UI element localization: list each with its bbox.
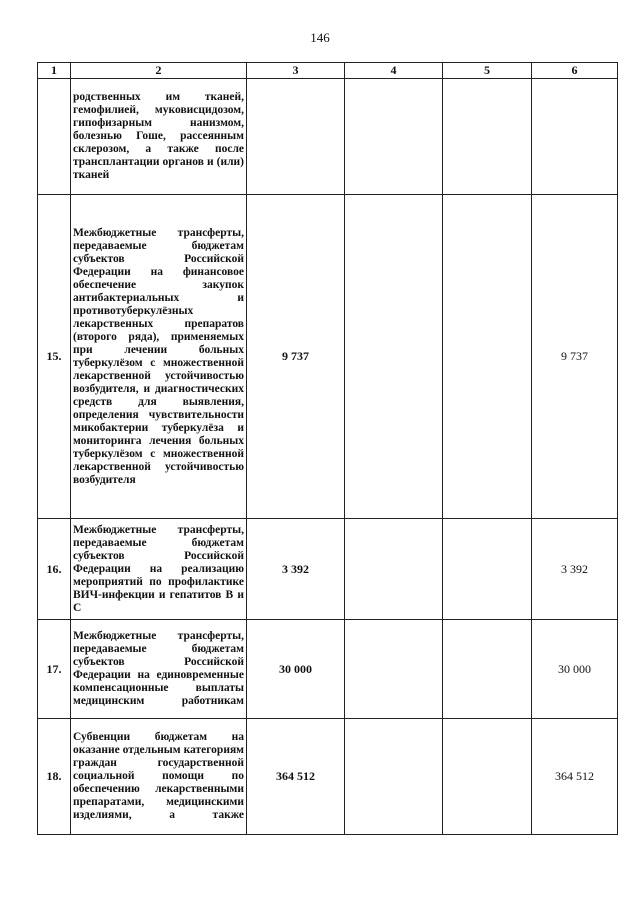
row-col4-value [345, 519, 443, 620]
row-description: Межбюджетные трансферты, передаваемые бюджетам субъектов Российской Федерации на реализацию мероприятий по профилактике ВИЧ-инфекции и гепатитов В и С [71, 519, 247, 620]
row-number: 16. [38, 519, 71, 620]
header-col-1: 1 [38, 63, 71, 79]
row-number: 17. [38, 620, 71, 719]
row-col6-value: 364 512 [532, 719, 618, 835]
header-col-2: 2 [71, 63, 247, 79]
row-col5-value [443, 79, 532, 195]
row-number: 18. [38, 719, 71, 835]
budget-table [37, 62, 618, 835]
row-col6-value: 3 392 [532, 519, 618, 620]
row-description: Межбюджетные трансферты, передаваемые бюджетам субъектов Российской Федерации на финансовое обеспечение закупок антибактериальных и противотуберкулёзных лекарственных препаратов (второго ряда), применяемых при лечении больных туберкулёзом с множественной лекарственной устойчивостью возбудителя, и диагностических средств для выявления, определения чувствительности микобактерии туберкулёза и мониторинга лечения больных туберкулёзом с множественной лекарственной устойчивостью возбудителя [71, 195, 247, 519]
row-col3-value: 30 000 [247, 620, 345, 719]
table-row [38, 519, 618, 620]
table-row [38, 620, 618, 719]
row-col5-value [443, 519, 532, 620]
row-col5-value [443, 719, 532, 835]
row-number: 15. [38, 195, 71, 519]
header-col-6: 6 [532, 63, 618, 79]
table-row [38, 719, 618, 835]
row-description: Субвенции бюджетам на оказание отдельным категориям граждан государственной социальной помощи по обеспечению лекарственными препаратами, медицинскими изделиями, а также [71, 719, 247, 835]
row-description: родственных им тканей, гемофилией, муковисцидозом, гипофизарным нанизмом, болезнью Гоше, рассеянным склерозом, а также после трансплантации органов и (или) тканей [71, 79, 247, 195]
row-col4-value [345, 719, 443, 835]
row-col5-value [443, 620, 532, 719]
page-number: 146 [310, 30, 330, 45]
row-description: Межбюджетные трансферты, передаваемые бюджетам субъектов Российской Федерации на единовременные компенсационные выплаты медицинским работникам [71, 620, 247, 719]
header-col-3: 3 [247, 63, 345, 79]
row-col4-value [345, 79, 443, 195]
row-number [38, 79, 71, 195]
row-col5-value [443, 195, 532, 519]
row-col6-value: 9 737 [532, 195, 618, 519]
row-col3-value: 9 737 [247, 195, 345, 519]
row-col3-value: 3 392 [247, 519, 345, 620]
header-row [38, 63, 618, 79]
header-col-5: 5 [443, 63, 532, 79]
row-col3-value: 364 512 [247, 719, 345, 835]
header-col-4: 4 [345, 63, 443, 79]
row-col6-value [532, 79, 618, 195]
row-col3-value [247, 79, 345, 195]
table-row [38, 195, 618, 519]
row-col4-value [345, 195, 443, 519]
table-row [38, 79, 618, 195]
row-col6-value: 30 000 [532, 620, 618, 719]
row-col4-value [345, 620, 443, 719]
